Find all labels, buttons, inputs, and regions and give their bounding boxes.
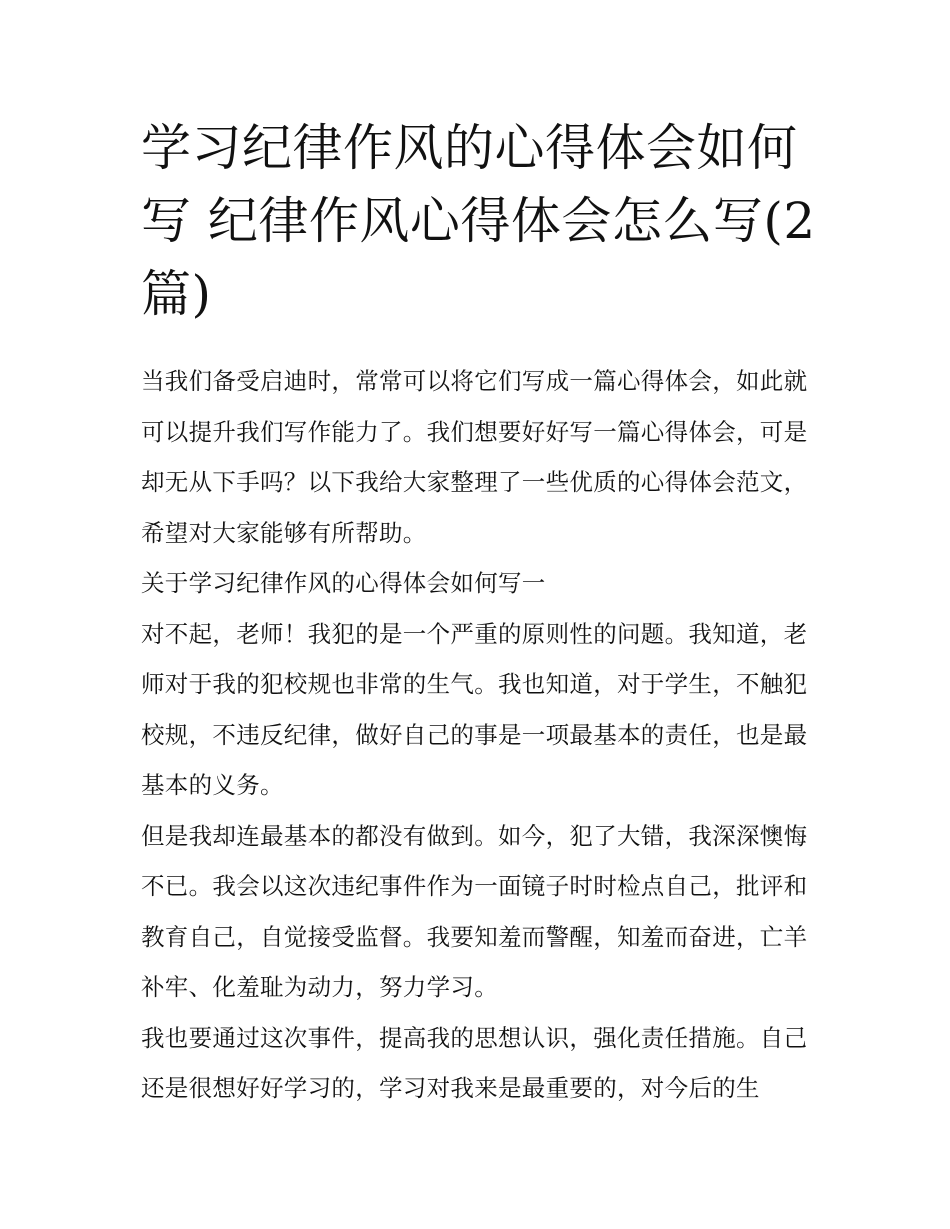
section-heading: 关于学习纪律作风的心得体会如何写一 [141, 569, 546, 597]
intro-paragraph: 当我们备受启迪时，常常可以将它们写成一篇心得体会，如此就可以提升我们写作能力了。我们想要好好写一篇心得体会，可是却无从下手吗？以下我给大家整理了一些优质的心得体会范文，希望对大家能够有所帮助。 [141, 367, 808, 547]
body-paragraph: 对不起，老师！我犯的是一个严重的原则性的问题。我知道，老师对于我的犯校规也非常的生气。我也知道，对于学生，不触犯校规，不违反纪律，做好自己的事是一项最基本的责任，也是最基本的义务。 [141, 619, 808, 799]
body-paragraph: 我也要通过这次事件，提高我的思想认识，强化责任措施。自己还是很想好好学习的，学习对我来是最重要的，对今后的生 [141, 1023, 808, 1102]
document-title: 学习纪律作风的心得体会如何写 纪律作风心得体会怎么写(2篇) [141, 119, 816, 323]
body-paragraph: 但是我却连最基本的都没有做到。如今，犯了大错，我深深懊悔不已。我会以这次违纪事件作为一面镜子时时检点自己，批评和教育自己，自觉接受监督。我要知羞而警醒，知羞而奋进，亡羊补牢、化羞耻为动力，努力学习。 [141, 821, 808, 1001]
document-body [141, 356, 821, 1114]
